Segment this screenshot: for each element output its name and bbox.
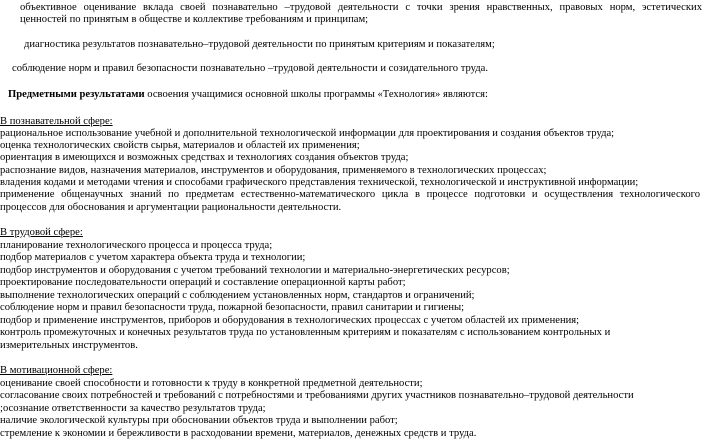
list-item: наличие экологической культуры при обосновании объектов труда и выполнении работ; bbox=[0, 415, 398, 426]
list-item: ;осознание ответственности за качество результатов труда; bbox=[0, 403, 266, 414]
labor-heading: В трудовой сфере: bbox=[0, 227, 83, 238]
list-item: измерительных инструментов. bbox=[0, 340, 138, 351]
list-item: оценка технологических свойств сырья, материалов и областей их применения; bbox=[0, 140, 360, 151]
list-item: применение общенаучных знаний по предметам естественно-математического цикла в процессе подготовки и осуществления технологического bbox=[0, 189, 700, 200]
list-item: стремление к экономии и бережливости в расходовании времени, материалов, денежных средств и труда. bbox=[0, 428, 477, 439]
list-item: выполнение технологических операций с соблюдением установленных норм, стандартов и ограничений; bbox=[0, 290, 475, 301]
diagnostics-paragraph: диагностика результатов познавательно–трудовой деятельности по принятым критериям и показателям; bbox=[24, 39, 495, 50]
list-item: владения кодами и методами чтения и способами графического представления технической, технологической и инструктивной информации; bbox=[0, 177, 639, 188]
list-item: распознание видов, назначения материалов, инструментов и оборудования, применяемого в технологических процессах; bbox=[0, 165, 547, 176]
list-item: ориентация в имеющихся и возможных средствах и технологиях создания объектов труда; bbox=[0, 152, 409, 163]
list-item: контроль промежуточных и конечных результатов труда по установленным критериям и показателям с использованием контрольных и bbox=[0, 327, 611, 338]
list-item: подбор материалов с учетом характера объекта труда и технологии; bbox=[0, 252, 306, 263]
list-item: соблюдение норм и правил безопасности труда, пожарной безопасности, правил санитарии и гигиены; bbox=[0, 302, 465, 313]
intro-line-2: ценностей по принятым в обществе и коллективе требованиям и принципам; bbox=[20, 14, 369, 25]
list-item: подбор и применение инструментов, приборов и оборудования в технологических процессах с учетом областей их применения; bbox=[0, 315, 580, 326]
subject-results-rest: освоения учащимися основной школы программы «Технология» являются: bbox=[144, 89, 488, 100]
motivation-heading: В мотивационной сфере: bbox=[0, 365, 113, 376]
intro-line-1: объективное оценивание вклада своей познавательно –трудовой деятельности с точки зрения нравственных, правовых норм, эстетических bbox=[20, 2, 702, 13]
list-item: оценивание своей способности и готовности к труду в конкретной предметной деятельности; bbox=[0, 378, 423, 389]
cognitive-heading: В познавательной сфере: bbox=[0, 116, 113, 127]
list-item: согласование своих потребностей и требований с потребностями и требованиями других участников познавательно–трудовой деятельности bbox=[0, 390, 634, 401]
list-item: процессов для обоснования и аргументации рациональности деятельности. bbox=[0, 202, 342, 213]
list-item: подбор инструментов и оборудования с учетом требований технологии и материально-энергетических ресурсов; bbox=[0, 265, 510, 276]
list-item: проектирование последовательности операций и составление операционной карты работ; bbox=[0, 277, 406, 288]
subject-results-paragraph bbox=[8, 88, 488, 101]
list-item: рациональное использование учебной и дополнительной технологической информации для проектирования и создания объектов труда; bbox=[0, 128, 615, 139]
subject-results-bold: Предметными результатами bbox=[8, 89, 145, 100]
list-item: планирование технологического процесса и процесса труда; bbox=[0, 240, 273, 251]
safety-paragraph: соблюдение норм и правил безопасности познавательно –трудовой деятельности и созидательного труда. bbox=[12, 63, 489, 74]
